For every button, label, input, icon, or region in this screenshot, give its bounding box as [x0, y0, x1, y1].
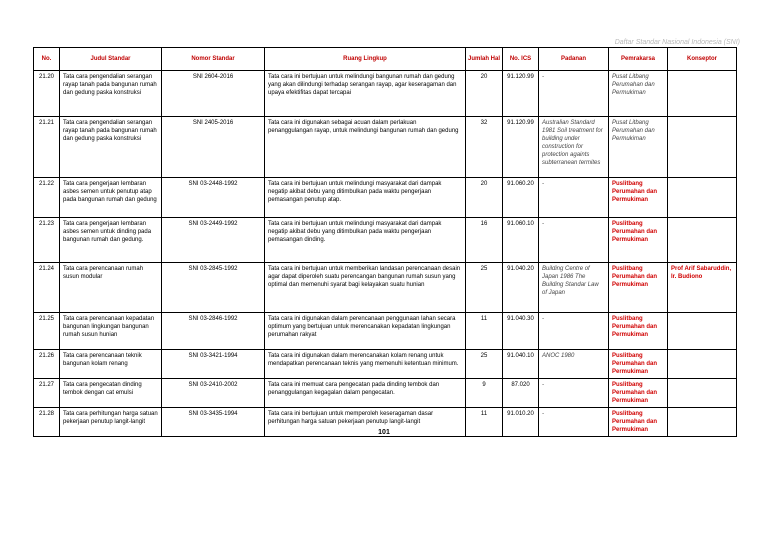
table-row	[34, 313, 737, 350]
cell-ics: 91.060.20	[503, 178, 539, 218]
header-row	[34, 48, 737, 71]
cell-padanan: -	[539, 379, 609, 408]
cell-nomor: SNI 03-3435-1994	[162, 408, 265, 437]
cell-konseptor	[668, 178, 737, 218]
cell-jumlah: 9	[466, 379, 503, 408]
cell-jumlah: 25	[466, 263, 503, 313]
cell-nomor: SNI 2405-2016	[162, 117, 265, 178]
cell-nomor: SNI 03-2845-1992	[162, 263, 265, 313]
header-konseptor: Konseptor	[668, 48, 737, 71]
cell-judul: Tata cara perencanaan kepadatan bangunan lingkungan bangunan rumah susun hunian	[60, 313, 162, 350]
standards-table	[33, 47, 737, 437]
cell-jumlah: 16	[466, 218, 503, 263]
cell-pemrakarsa: Pusat Litbang Perumahan dan Permukiman	[609, 117, 668, 178]
cell-ruang: Tata cara ini memuat cara pengecatan pada dinding tembok dan penanggulangan kegagalan dalam pengecatan.	[265, 379, 466, 408]
header-ics: No. ICS	[503, 48, 539, 71]
cell-konseptor	[668, 71, 737, 117]
cell-ics: 91.060.10	[503, 218, 539, 263]
table-row	[34, 263, 737, 313]
cell-konseptor	[668, 218, 737, 263]
table-row	[34, 178, 737, 218]
cell-nomor: SNI 03-2449-1992	[162, 218, 265, 263]
cell-padanan: -	[539, 218, 609, 263]
cell-jumlah: 32	[466, 117, 503, 178]
cell-nomor: SNI 2604-2016	[162, 71, 265, 117]
cell-no: 21.22	[34, 178, 60, 218]
cell-jumlah: 11	[466, 313, 503, 350]
cell-ics: 87.020	[503, 379, 539, 408]
cell-ruang: Tata cara ini digunakan dalam perencanaan penggunaan lahan secara optimum yang bertujuan untuk merencanakan kepadatan lingkungan perumahan rakyat	[265, 313, 466, 350]
cell-judul: Tata cara pengendalian serangan rayap tanah pada bangunan rumah dan gedung paska konstruksi	[60, 117, 162, 178]
cell-no: 21.26	[34, 350, 60, 379]
cell-no: 21.25	[34, 313, 60, 350]
cell-pemrakarsa: Puslitbang Perumahan dan Permukiman	[609, 178, 668, 218]
cell-no: 21.27	[34, 379, 60, 408]
cell-ruang: Tata cara ini bertujuan untuk memberikan landasan perencanaan desain agar dapat diperoleh suatu perencangan bangunan rumah susun yang optimal dan memenuhi syarat bagi kelayakan suatu hunian	[265, 263, 466, 313]
cell-no: 21.21	[34, 117, 60, 178]
cell-jumlah: 25	[466, 350, 503, 379]
table-row	[34, 350, 737, 379]
cell-padanan: -	[539, 408, 609, 437]
table-row	[34, 379, 737, 408]
header-nomor: Nomor Standar	[162, 48, 265, 71]
header-judul: Judul Standar	[60, 48, 162, 71]
cell-jumlah: 11	[466, 408, 503, 437]
cell-judul: Tata cara perhitungan harga satuan pekerjaan penutup langit-langit	[60, 408, 162, 437]
cell-judul: Tata cara perencanaan teknik bangunan kolam renang	[60, 350, 162, 379]
cell-konseptor	[668, 313, 737, 350]
cell-pemrakarsa: Puslitbang Perumahan dan Permukiman	[609, 350, 668, 379]
header-pemrakarsa: Pemrakarsa	[609, 48, 668, 71]
cell-jumlah: 20	[466, 71, 503, 117]
cell-padanan: -	[539, 178, 609, 218]
cell-no: 21.24	[34, 263, 60, 313]
table-row	[34, 218, 737, 263]
cell-pemrakarsa: Puslitbang Perumahan dan Permukiman	[609, 263, 668, 313]
cell-padanan: -	[539, 71, 609, 117]
cell-judul: Tata cara pengecatan dinding tembok dengan cat emulsi	[60, 379, 162, 408]
cell-ruang: Tata cara ini bertujuan untuk memperoleh keseragaman dasar perhitungan harga satuan pekerjaan penutup langit-langit	[265, 408, 466, 437]
cell-nomor: SNI 03-3421-1994	[162, 350, 265, 379]
cell-ics: 91.120.99	[503, 117, 539, 178]
cell-jumlah: 20	[466, 178, 503, 218]
cell-judul: Tata cara pengendalian serangan rayap tanah pada bangunan rumah dan gedung paska konstruksi	[60, 71, 162, 117]
cell-judul: Tata cara pengerjaan lembaran asbes semen untuk penutup atap pada bangunan rumah dan gedung	[60, 178, 162, 218]
cell-no: 21.20	[34, 71, 60, 117]
cell-ruang: Tata cara ini digunakan dalam merencanakan kolam renang untuk mendapatkan perencanaan teknis yang memenuhi ketentuan minimum.	[265, 350, 466, 379]
cell-pemrakarsa: Puslitbang Perumahan dan Permukiman	[609, 313, 668, 350]
cell-ics: 91.040.30	[503, 313, 539, 350]
cell-ruang: Tata cara ini bertujuan untuk melindungi bangunan rumah dan gedung yang akan dilindungi terhadap serangan rayap, agar keseragaman dan upaya efektifitas dapat tercapai	[265, 71, 466, 117]
cell-no: 21.28	[34, 408, 60, 437]
cell-judul: Tata cara perencanaan rumah susun modular	[60, 263, 162, 313]
cell-judul: Tata cara pengerjaan lembaran asbes semen untuk dinding pada bangunan rumah dan gedung.	[60, 218, 162, 263]
cell-pemrakarsa: Puslitbang Perumahan dan Permukiman	[609, 218, 668, 263]
cell-padanan: ANOC 1980	[539, 350, 609, 379]
header-ruang: Ruang Lingkup	[265, 48, 466, 71]
cell-ics: 91.040.10	[503, 350, 539, 379]
cell-ruang: Tata cara ini bertujuan untuk melindungi masyarakat dari dampak negatip akibat debu yang ditimbulkan pada waktu pengerjaan pemasangan penutup atap.	[265, 178, 466, 218]
cell-konseptor: Prof Arif Sabaruddin, Ir. Budiono	[668, 263, 737, 313]
header-jumlah: Jumlah Hal	[466, 48, 503, 71]
cell-pemrakarsa: Pusat Litbang Perumahan dan Permukiman	[609, 71, 668, 117]
cell-padanan: Australian Standard 1981 Soil treatment for building under construction for protection againts subterranean termites	[539, 117, 609, 178]
table-row	[34, 71, 737, 117]
table-row	[34, 117, 737, 178]
cell-pemrakarsa: Puslitbang Perumahan dan Permukiman	[609, 408, 668, 437]
cell-ics: 91.040.20	[503, 263, 539, 313]
header-no: No.	[34, 48, 60, 71]
cell-ics: 91.010.20	[503, 408, 539, 437]
cell-ruang: Tata cara ini bertujuan untuk melindungi masyarakat dari dampak negatip akibat debu yang ditimbulkan pada waktu pengerjaan pemasangan dinding.	[265, 218, 466, 263]
cell-pemrakarsa: Puslitbang Perumahan dan Permukiman	[609, 379, 668, 408]
cell-no: 21.23	[34, 218, 60, 263]
cell-nomor: SNI 03-2410-2002	[162, 379, 265, 408]
cell-ics: 91.120.99	[503, 71, 539, 117]
cell-nomor: SNI 03-2448-1992	[162, 178, 265, 218]
header-padanan: Padanan	[539, 48, 609, 71]
cell-nomor: SNI 03-2846-1992	[162, 313, 265, 350]
page-number: 101	[378, 429, 390, 436]
cell-padanan: Building Centre of Japan 1986 The Building Standar Law of Japan	[539, 263, 609, 313]
cell-konseptor	[668, 350, 737, 379]
page-title: Daftar Standar Nasional Indonesia (SNI)	[614, 39, 740, 46]
cell-konseptor	[668, 379, 737, 408]
cell-padanan: -	[539, 313, 609, 350]
cell-ruang: Tata cara ini digunakan sebagai acuan dalam perlakuan penanggulangan rayap, untuk melindungi bangunan rumah dan gedung	[265, 117, 466, 178]
cell-konseptor	[668, 117, 737, 178]
